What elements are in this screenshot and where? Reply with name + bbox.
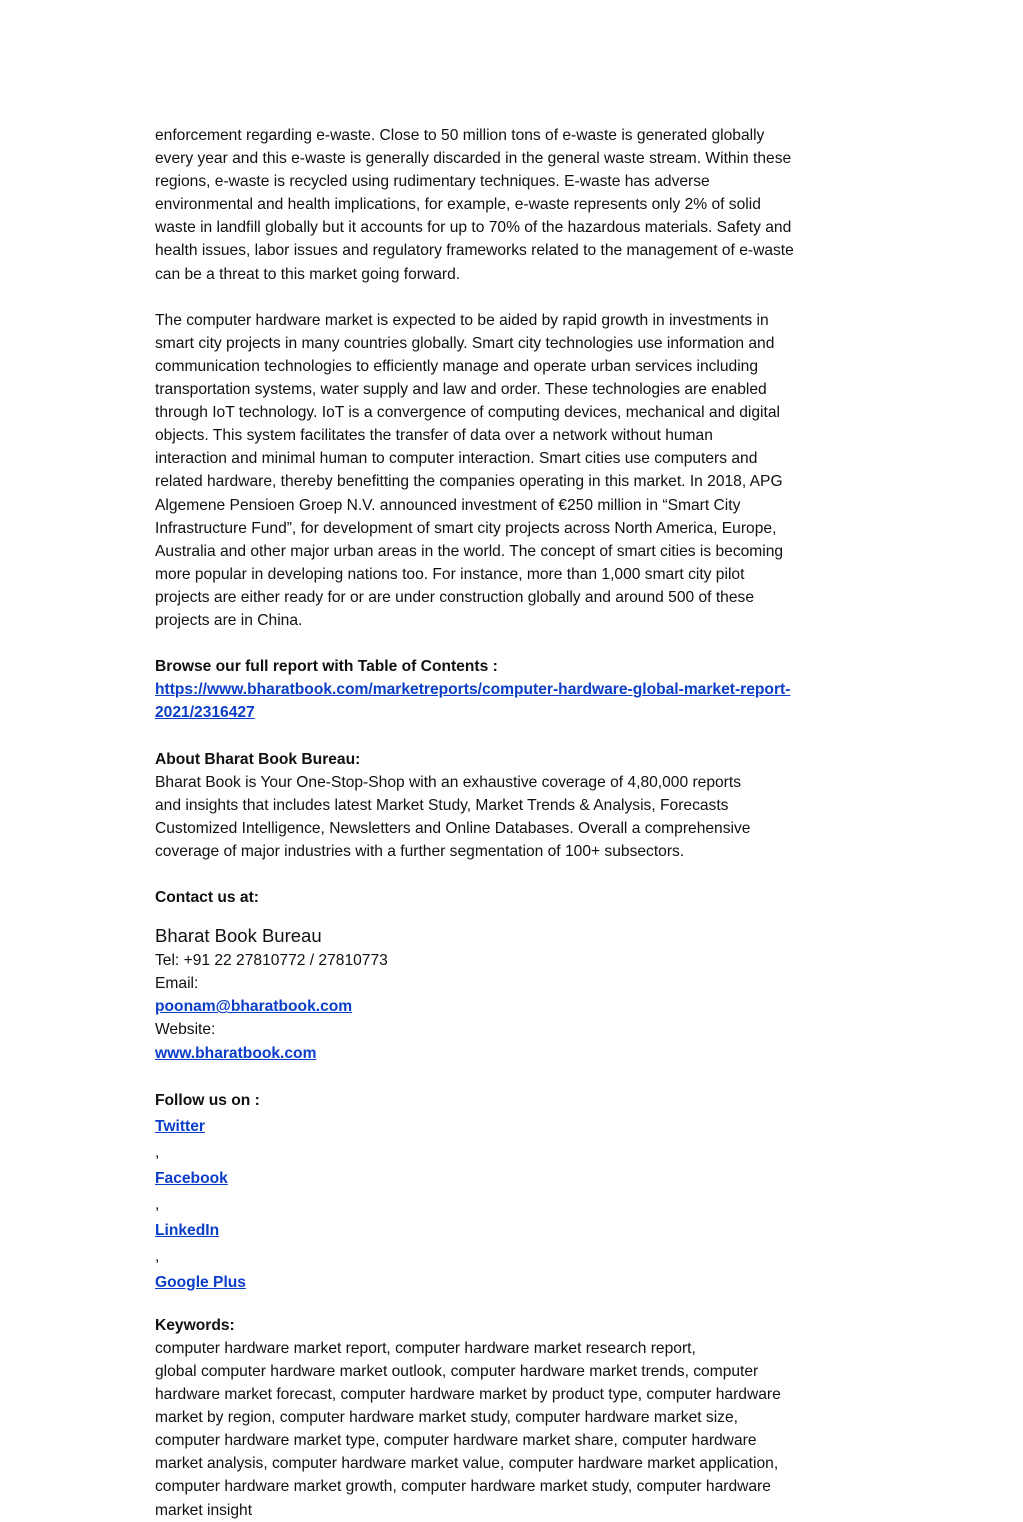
text-line: objects. This system facilitates the transfer of data over a network without human — [155, 427, 713, 445]
follow-section — [155, 1088, 880, 1296]
text-line: related hardware, thereby benefitting the companies operating in this market. In 2018, APG — [155, 473, 783, 491]
follow-label: Follow us on : — [155, 1091, 260, 1109]
paragraph-gap — [155, 286, 880, 309]
text-line: market analysis, computer hardware market value, computer hardware market application, — [155, 1455, 779, 1473]
keywords-section — [155, 1314, 880, 1522]
facebook-link[interactable]: Facebook — [155, 1169, 228, 1187]
paragraph-ewaste — [155, 124, 880, 286]
separator: , — [155, 1247, 160, 1265]
browse-heading: Browse our full report with Table of Contents : — [155, 658, 498, 676]
text-line: Algemene Pensioen Groep N.V. announced investment of €250 million in “Smart City — [155, 496, 741, 514]
text-line: market insight — [155, 1501, 253, 1519]
text-line: Bharat Book is Your One-Stop-Shop with an exhaustive coverage of 4,80,000 reports — [155, 773, 741, 791]
contact-tel: Tel: +91 22 27810772 / 27810773 — [155, 952, 388, 970]
paragraph-gap — [155, 863, 880, 886]
text-line: regions, e-waste is recycled using rudimentary techniques. E-waste has adverse — [155, 173, 710, 191]
about-section — [155, 748, 880, 863]
company-name: Bharat Book Bureau — [155, 925, 322, 947]
text-line: projects are either ready for or are under construction globally and around 500 of these — [155, 588, 754, 606]
website-link[interactable]: www.bharatbook.com — [155, 1044, 317, 1062]
browse-section — [155, 655, 880, 724]
text-line: computer hardware market growth, computer hardware market study, computer hardware — [155, 1478, 771, 1496]
contact-section — [155, 886, 880, 1065]
report-link[interactable] — [155, 678, 880, 724]
text-line: Australia and other major urban areas in the world. The concept of smart cities is becoming — [155, 542, 784, 560]
text-line: global computer hardware market outlook, computer hardware market trends, computer — [155, 1362, 759, 1380]
text-line: every year and this e-waste is generally discarded in the general waste stream. Within these — [155, 150, 792, 168]
separator: , — [155, 1195, 160, 1213]
follow-row — [155, 1088, 880, 1296]
text-line: through IoT technology. IoT is a convergence of computing devices, mechanical and digital — [155, 404, 780, 422]
contact-email-row — [155, 972, 880, 1018]
text-line: communication technologies to efficiently manage and operate urban services including — [155, 357, 759, 375]
text-line: transportation systems, water supply and law and order. These technologies are enabled — [155, 381, 767, 399]
email-label: Email: — [155, 975, 199, 993]
paragraph-smart-city — [155, 309, 880, 632]
website-label: Website: — [155, 1021, 216, 1039]
keywords-first-line — [155, 1314, 880, 1360]
text-line: more popular in developing nations too. For instance, more than 1,000 smart city pilot — [155, 565, 745, 583]
paragraph-gap — [155, 632, 880, 655]
text-line: enforcement regarding e-waste. Close to 50 million tons of e-waste is generated globally — [155, 127, 765, 144]
text-line: waste in landfill globally but it accounts for up to 70% of the hazardous materials. Safety and — [155, 219, 792, 237]
contact-website-row — [155, 1018, 880, 1064]
report-link-line-2: 2021/2316427 — [155, 704, 255, 722]
twitter-link[interactable]: Twitter — [155, 1117, 205, 1135]
text-line: can be a threat to this market going forward. — [155, 265, 461, 283]
email-link[interactable]: poonam@bharatbook.com — [155, 998, 353, 1016]
report-link-line-1: https://www.bharatbook.com/marketreports/computer-hardware-global-market-report- — [155, 681, 791, 699]
document-page — [155, 124, 880, 1522]
keywords-label: Keywords: — [155, 1316, 235, 1334]
text-line: The computer hardware market is expected to be aided by rapid growth in investments in — [155, 311, 769, 329]
text-line: computer hardware market type, computer hardware market share, computer hardware — [155, 1432, 757, 1450]
text-line: hardware market forecast, computer hardware market by product type, computer hardware — [155, 1386, 781, 1404]
text-line: health issues, labor issues and regulatory frameworks related to the management of e-waste — [155, 242, 794, 260]
keywords-text: computer hardware market report, computer hardware market research report, — [155, 1339, 696, 1357]
google-plus-link[interactable]: Google Plus — [155, 1273, 246, 1291]
text-line: and insights that includes latest Market Study, Market Trends & Analysis, Forecasts — [155, 796, 729, 814]
text-line: market by region, computer hardware market study, computer hardware market size, — [155, 1409, 738, 1427]
report-link-wrapper — [155, 678, 880, 724]
text-line: interaction and minimal human to computer interaction. Smart cities use computers and — [155, 450, 758, 468]
paragraph-gap — [155, 1296, 880, 1314]
contact-heading: Contact us at: — [155, 889, 259, 907]
paragraph-gap — [155, 724, 880, 747]
text-line: projects are in China. — [155, 611, 303, 629]
text-line: Infrastructure Fund”, for development of smart city projects across North America, Europe, — [155, 519, 777, 537]
text-line: environmental and health implications, for example, e-waste represents only 2% of solid — [155, 196, 761, 214]
text-line: smart city projects in many countries globally. Smart city technologies use information and — [155, 334, 775, 352]
text-line: Customized Intelligence, Newsletters and Online Databases. Overall a comprehensive — [155, 819, 751, 837]
separator: , — [155, 1143, 160, 1161]
about-heading: About Bharat Book Bureau: — [155, 750, 361, 768]
paragraph-gap — [155, 1065, 880, 1088]
linkedin-link[interactable]: LinkedIn — [155, 1221, 220, 1239]
text-line: coverage of major industries with a further segmentation of 100+ subsectors. — [155, 842, 685, 860]
